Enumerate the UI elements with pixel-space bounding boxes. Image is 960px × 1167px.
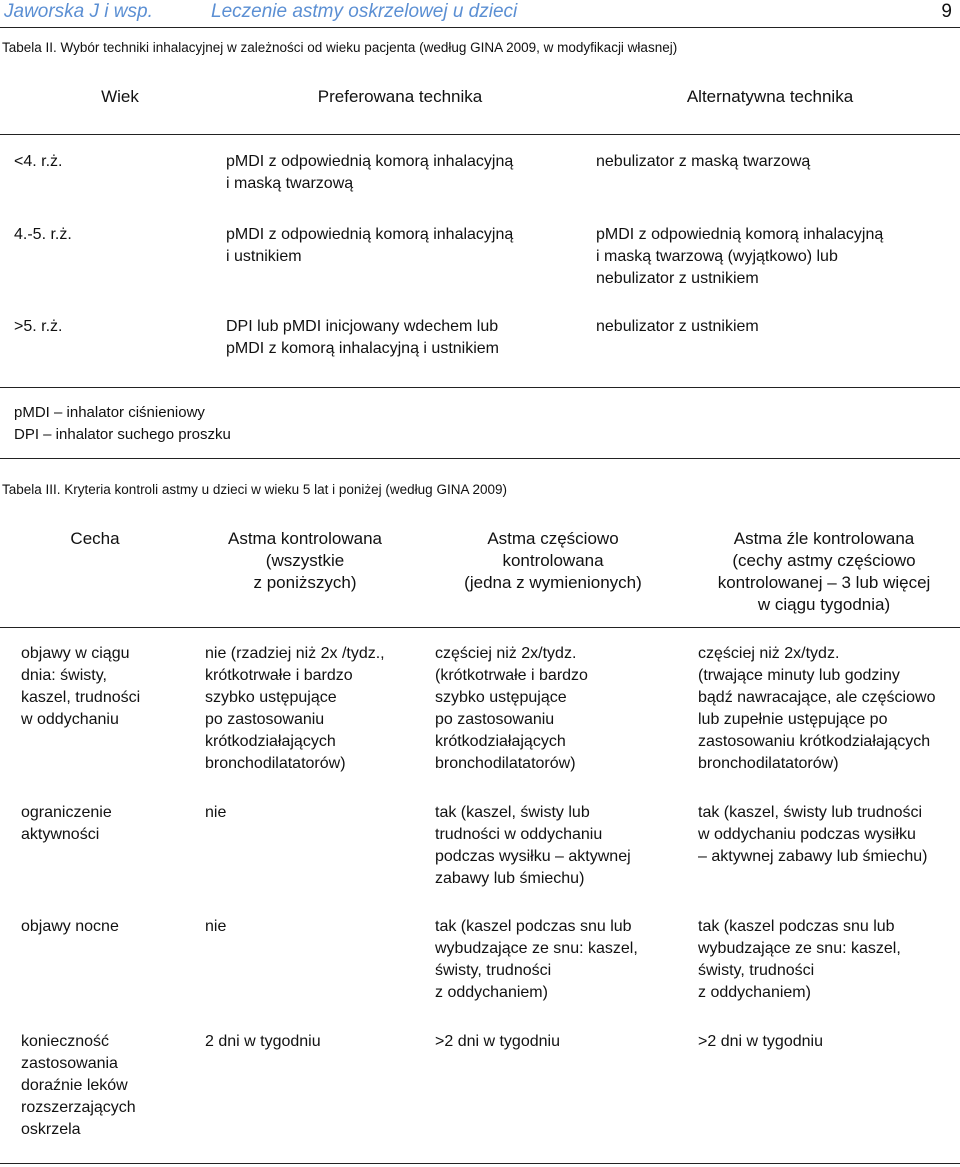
table3-row2-poor: tak (kaszel, świsty lub trudności w oddychaniu podczas wysiłku – aktywnej zabawy lub śmiechu) [698,804,928,865]
table2-header-preferred: Preferowana technika [317,87,483,106]
table2-row2-age: 4.-5. r.ż. [14,226,72,243]
table2-header-alternative: Alternatywna technika [686,87,854,106]
table2-body-rule [0,387,960,388]
table3-row1-poor: częściej niż 2x/tydz. (trwające minuty lub godziny bądź nawracające, ale częściowo lub zupełnie ustępujące po zastosowaniu krótkodziałających bronchodilatatorów) [698,645,936,772]
table2-row1-preferred: pMDI z odpowiednią komorą inhalacyjną i maską twarzową [226,153,514,192]
table2-row3-age: >5. r.ż. [14,318,63,335]
running-head-title: Leczenie astmy oskrzelowej u dzieci [211,1,518,22]
table3-row2-feature: ograniczenie aktywności [21,804,112,843]
table2-header-rule [0,134,960,135]
table3-row4-poor: >2 dni w tygodniu [698,1033,823,1050]
table3-row1-partial: częściej niż 2x/tydz. (krótkotrwałe i bardzo szybko ustępujące po zastosowaniu krótkodziałających bronchodilatatorów) [435,645,588,772]
header-rule [0,27,960,28]
table3-row2-partial: tak (kaszel, świsty lub trudności w oddychaniu podczas wysiłku – aktywnej zabawy lub śmiechu) [435,804,631,887]
table2-row2-alternative: pMDI z odpowiednią komorą inhalacyjną i maską twarzową (wyjątkowo) lub nebulizator z ustnikiem [596,226,884,287]
table3-row1-feature: objawy w ciągu dnia: świsty, kaszel, trudności w oddychaniu [21,645,141,728]
table3-header-poor: Astma źle kontrolowana (cechy astmy częściowo kontrolowanej – 3 lub więcej w ciągu tygodnia) [717,529,931,614]
table3-row4-controlled: 2 dni w tygodniu [205,1033,321,1050]
table3-row1-controlled: nie (rzadziej niż 2x /tydz., krótkotrwałe i bardzo szybko ustępujące po zastosowaniu krótkodziałających bronchodilatatorów) [205,645,385,772]
table2-row1-age: <4. r.ż. [14,153,63,170]
table3-row4-partial: >2 dni w tygodniu [435,1033,560,1050]
table3-row3-partial: tak (kaszel podczas snu lub wybudzające ze snu: kaszel, świsty, trudności z oddychaniem) [435,918,638,1001]
table2-footnote-dpi: DPI – inhalator suchego proszku [14,426,231,443]
table2-row3-alternative: nebulizator z ustnikiem [596,318,759,335]
table3-row3-controlled: nie [205,918,227,935]
table3-row3-poor: tak (kaszel podczas snu lub wybudzające ze snu: kaszel, świsty, trudności z oddychaniem) [698,918,901,1001]
running-head [4,0,960,26]
table2-footnote-pmdi: pMDI – inhalator ciśnieniowy [14,404,205,421]
table3-row2-controlled: nie [205,804,227,821]
table3-header-controlled: Astma kontrolowana (wszystkie z poniższych) [227,529,383,592]
table2-row3-preferred: DPI lub pMDI inicjowany wdechem lub pMDI z komorą inhalacyjną i ustnikiem [226,318,499,357]
running-head-authors: Jaworska J i wsp. [4,1,153,22]
table3-row4-feature: konieczność zastosowania doraźnie leków rozszerzających oskrzela [21,1033,136,1138]
table3-header-feature: Cecha [70,529,120,548]
page-number: 9 [941,1,952,22]
table2-caption: Tabela II. Wybór techniki inhalacyjnej w zależności od wieku pacjenta (według GINA 2009, w modyfikacji własnej) [2,40,678,55]
table3-bottom-rule [0,1163,960,1164]
table2-row1-alternative: nebulizator z maską twarzową [596,153,811,170]
table3-header-partial: Astma częściowo kontrolowana (jedna z wymienionych) [464,529,642,592]
table3-row3-feature: objawy nocne [21,918,119,935]
table2-row2-preferred: pMDI z odpowiednią komorą inhalacyjną i ustnikiem [226,226,514,265]
table3-caption: Tabela III. Kryteria kontroli astmy u dzieci w wieku 5 lat i poniżej (według GINA 2009) [2,482,507,497]
table2-header-age: Wiek [101,87,139,106]
table2-bottom-rule [0,458,960,459]
table3-header-rule [0,627,960,628]
